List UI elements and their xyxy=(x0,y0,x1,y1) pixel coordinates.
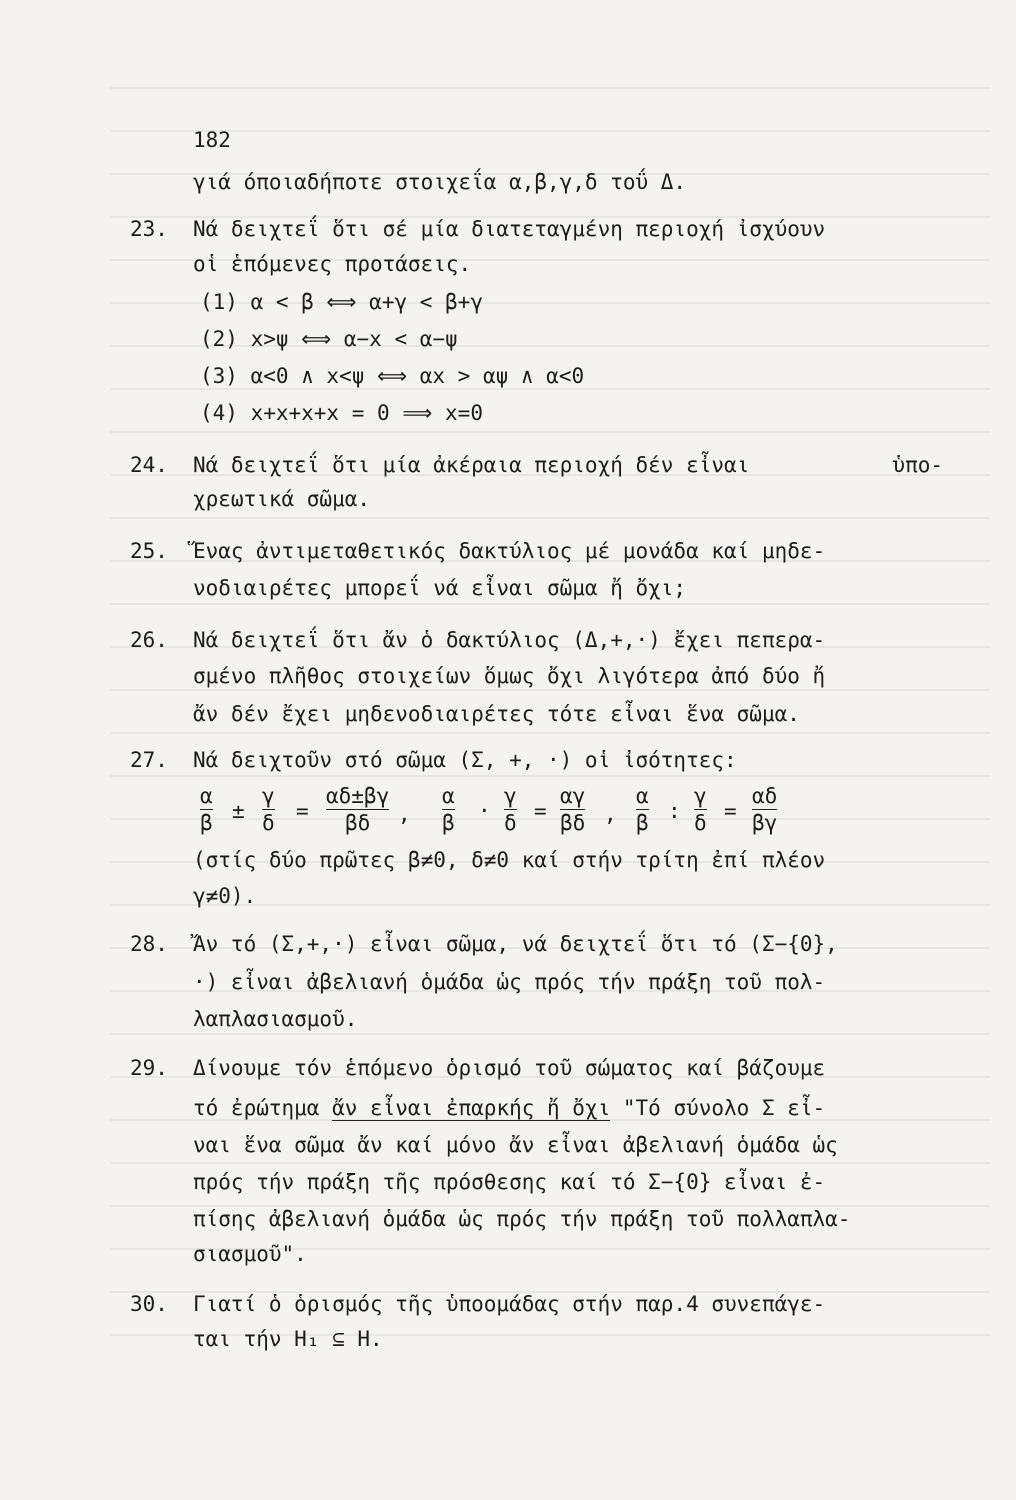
page-number: 182 xyxy=(193,128,231,152)
problem-25-line-1: Ἕνας ἀντιμεταθετικός δακτύλιος μέ μονάδα καί μηδε- xyxy=(193,539,826,563)
fraction-2-numerator: γ xyxy=(262,784,275,808)
problem-30-line-2: ται τήν H₁ ⊆ H. xyxy=(193,1327,383,1351)
intro-line: γιά όποιαδήποτε στοιχεΐα α,β,γ,δ τοΰ Δ. xyxy=(193,170,687,194)
fraction-6-numerator: αγ xyxy=(560,784,586,808)
comma-2: , xyxy=(604,802,617,826)
problem-30-number: 30. xyxy=(130,1292,168,1316)
problem-23-line-1: Νά δειχτεΐ ὅτι σέ μία διατεταγμένη περιοχή ἰσχύουν xyxy=(193,217,826,241)
fraction-7-numerator: α xyxy=(636,784,649,808)
proposition-1: (1) α < β ⟺ α+γ < β+γ xyxy=(200,290,483,314)
problem-29-number: 29. xyxy=(130,1056,168,1080)
problem-29-line-6: σιασμοῦ". xyxy=(193,1242,307,1266)
fraction-6 xyxy=(560,784,585,835)
proposition-3: (3) α<0 ∧ x<ψ ⟺ αx > αψ ∧ α<0 xyxy=(200,364,585,388)
fraction-9-denominator: βγ xyxy=(752,811,778,835)
proposition-2: (2) x>ψ ⟺ α−x < α−ψ xyxy=(200,327,458,351)
fraction-7-denominator: β xyxy=(636,811,649,835)
problem-29-line-4: πρός τήν πράξη τῆς πρόσθεσης καί τό Σ−{0} εἶναι ἐ- xyxy=(193,1170,826,1194)
equals-sign-2: = xyxy=(534,799,547,823)
fraction-9-numerator: αδ xyxy=(752,784,778,808)
multiplication-dot: · xyxy=(478,799,491,823)
division-colon: : xyxy=(668,799,681,823)
problem-24-line-1-text: Νά δειχτεΐ ὅτι μία ἀκέραια περιοχή δέν εἶναι xyxy=(193,453,750,477)
fraction-8-denominator: δ xyxy=(694,811,707,835)
problem-29-line-3: ναι ἕνα σῶμα ἄν καί μόνο ἄν εἶναι ἀβελιανή ὁμάδα ὡς xyxy=(193,1133,838,1157)
proposition-4: (4) x+x+x+x = 0 ⟹ x=0 xyxy=(200,401,483,425)
fraction-3-denominator: βδ xyxy=(344,811,371,835)
problem-24-line-1 xyxy=(193,451,943,479)
problem-26-line-1: Νά δειχτεΐ ὅτι ἄν ὁ δακτύλιος (Δ,+,·) ἔχει πεπερα- xyxy=(193,628,826,652)
problem-27-line-2: (στίς δύο πρῶτες β≠0, δ≠0 καί στήν τρίτη ἐπί πλέον xyxy=(193,848,826,872)
fraction-7 xyxy=(636,784,649,835)
problem-23-number: 23. xyxy=(130,217,168,241)
problem-29-line-2-start: τό ἐρώτημα xyxy=(193,1096,333,1120)
fraction-2 xyxy=(262,784,275,835)
fraction-8 xyxy=(694,784,707,835)
fraction-4-numerator: α xyxy=(442,784,455,808)
problem-24-number: 24. xyxy=(130,453,168,477)
fraction-3 xyxy=(326,784,389,835)
problem-29-line-2 xyxy=(193,1094,825,1122)
fraction-1-numerator: α xyxy=(200,784,213,808)
problem-28-line-2: ·) εἶναι ἀβελιανή ὁμάδα ὡς πρός τήν πράξη τοῦ πολ- xyxy=(193,970,826,994)
problem-28-number: 28. xyxy=(130,932,168,956)
problem-28-line-1: Ἄν τό (Σ,+,·) εἶναι σῶμα, νά δειχτεΐ ὅτι τό (Σ−{0}, xyxy=(193,932,838,956)
fraction-1 xyxy=(200,784,213,835)
problem-28-line-3: λαπλασιασμοῦ. xyxy=(193,1007,358,1031)
problem-30-line-1: Γιατί ὁ ὁρισμός τῆς ὑποομάδας στήν παρ.4 συνεπάγε- xyxy=(193,1292,826,1316)
equals-sign-1: = xyxy=(296,799,309,823)
problem-25-number: 25. xyxy=(130,539,168,563)
problem-23-line-2: οἱ ἑπόμενες προτάσεις. xyxy=(193,252,472,276)
fraction-4-denominator: β xyxy=(442,811,455,835)
problem-27-number: 27. xyxy=(130,748,168,772)
problem-26-line-2: σμένο πλῆθος στοιχείων ὅμως ὄχι λιγότερα ἀπό δύο ἤ xyxy=(193,664,826,688)
problem-29-line-5: πίσης ἀβελιανή ὁμάδα ὡς πρός τήν πράξη τοῦ πολλαπλα- xyxy=(193,1207,851,1231)
fraction-9 xyxy=(752,784,777,835)
fraction-1-denominator: β xyxy=(200,811,213,835)
fraction-8-numerator: γ xyxy=(694,784,707,808)
problem-24-line-1-end: ὑπο- xyxy=(892,453,943,477)
fraction-2-denominator: δ xyxy=(262,811,275,835)
fraction-5-denominator: δ xyxy=(504,811,517,835)
fraction-6-denominator: βδ xyxy=(560,811,586,835)
problem-25-line-2: νοδιαιρέτες μπορεΐ νά εἶναι σῶμα ἤ ὄχι; xyxy=(193,576,687,600)
fraction-5-numerator: γ xyxy=(504,784,517,808)
problem-26-number: 26. xyxy=(130,628,168,652)
problem-24-line-2: χρεωτικά σῶμα. xyxy=(193,487,371,511)
comma-1: , xyxy=(398,802,411,826)
problem-27-line-1: Νά δειχτοῦν στό σῶμα (Σ, +, ·) οἱ ἰσότητες: xyxy=(193,748,737,772)
fraction-3-numerator: αδ±βγ xyxy=(326,784,390,808)
fraction-4 xyxy=(442,784,455,835)
problem-26-line-3: ἄν δέν ἔχει μηδενοδιαιρέτες τότε εἶναι ἕνα σῶμα. xyxy=(193,702,800,726)
problem-27-line-3: γ≠0). xyxy=(193,884,257,908)
problem-29-line-2-end: "Τό σύνολο Σ εἶ- xyxy=(610,1096,826,1120)
problem-29-line-1: Δίνουμε τόν ἑπόμενο ὁρισμό τοῦ σώματος καί βάζουμε xyxy=(193,1056,826,1080)
underlined-question: ἄν εἶναι ἐπαρκής ἤ ὄχι xyxy=(332,1096,611,1120)
equals-sign-3: = xyxy=(724,799,737,823)
plus-minus-sign: ± xyxy=(232,799,245,823)
fraction-5 xyxy=(504,784,517,835)
